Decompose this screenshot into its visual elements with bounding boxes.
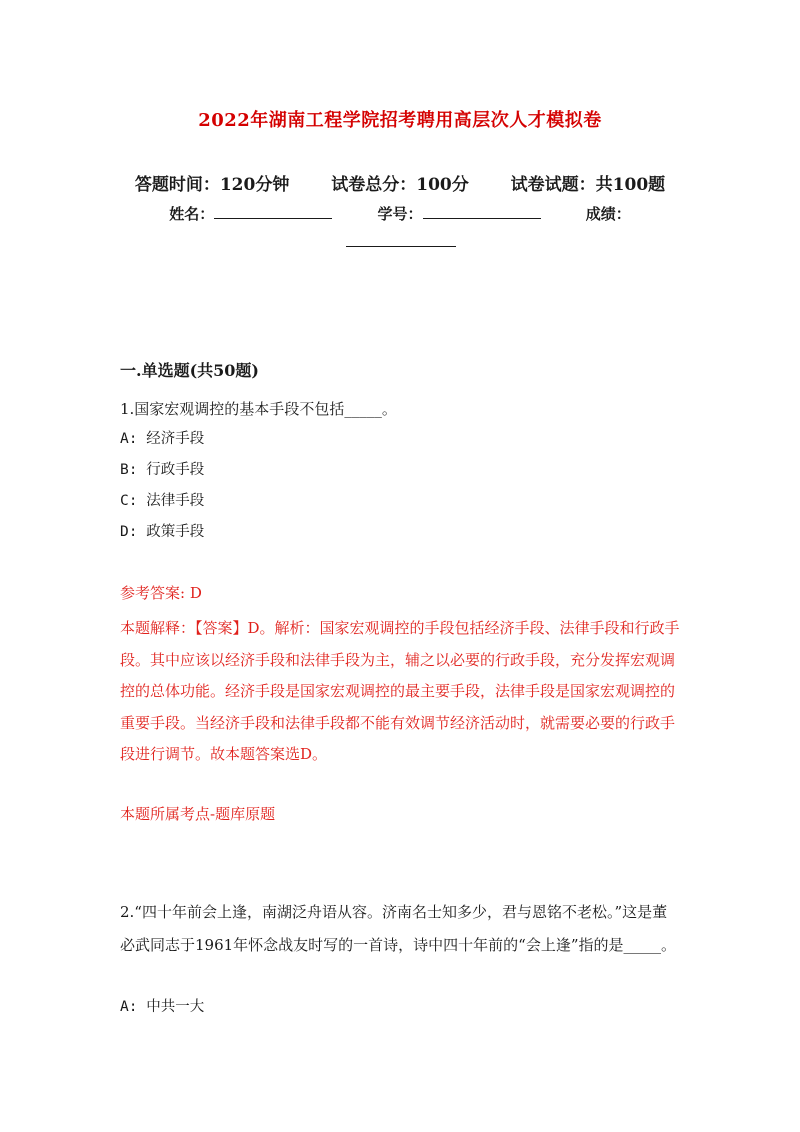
section-title: 一.单选题(共50题) bbox=[120, 361, 259, 380]
exam-meta bbox=[0, 170, 800, 195]
student-id-field bbox=[377, 205, 540, 223]
student-id-label: 学号： bbox=[377, 205, 423, 223]
student-id-blank bbox=[423, 204, 541, 219]
question-1-option-c: C: 法律手段 bbox=[120, 493, 205, 509]
name-label: 姓名： bbox=[169, 205, 215, 223]
student-info bbox=[0, 203, 800, 224]
exam-title: 2022年湖南工程学院招考聘用高层次人才模拟卷 bbox=[198, 110, 602, 131]
score-field bbox=[586, 205, 631, 223]
score-blank-line bbox=[0, 232, 800, 251]
question-1-option-a: A: 经济手段 bbox=[120, 431, 205, 447]
name-blank bbox=[214, 204, 332, 219]
question-1-explanation: 本题解释：【答案】D。解析：国家宏观调控的手段包括经济手段、法律手段和行政手段。其中应该以经济手段和法律手段为主，辅之以必要的行政手段，充分发挥宏观调控的总体功能。经济手段是国家宏观调控的最主要手段，法律手段是国家宏观调控的重要手段。当经济手段和法律手段都不能有效调节经济活动时，就需要必要的行政手段进行调节。故本题答案选D。 bbox=[120, 619, 680, 763]
exam-total-score: 试卷总分：100分 bbox=[331, 175, 469, 195]
question-1-option-d: D: 政策手段 bbox=[120, 524, 205, 540]
question-1-option-b: B: 行政手段 bbox=[120, 462, 205, 478]
question-2-stem: 2.“四十年前会上逢，南湖泛舟语从容。济南名士知多少，君与恩铭不老松。”这是董必武同志于1961年怀念战友时写的一首诗，诗中四十年前的“会上逢”指的是_____。 bbox=[120, 903, 677, 954]
score-blank bbox=[346, 232, 456, 247]
name-field bbox=[169, 205, 332, 223]
question-1-topic: 本题所属考点-题库原题 bbox=[120, 805, 276, 823]
exam-question-count: 试卷试题：共100题 bbox=[510, 175, 666, 195]
question-1-answer: 参考答案: D bbox=[120, 584, 202, 602]
exam-duration: 答题时间：120分钟 bbox=[134, 175, 290, 195]
score-label: 成绩： bbox=[585, 205, 631, 223]
question-1-stem: 1.国家宏观调控的基本手段不包括_____。 bbox=[120, 400, 397, 418]
question-2-option-a: A: 中共一大 bbox=[120, 999, 205, 1015]
